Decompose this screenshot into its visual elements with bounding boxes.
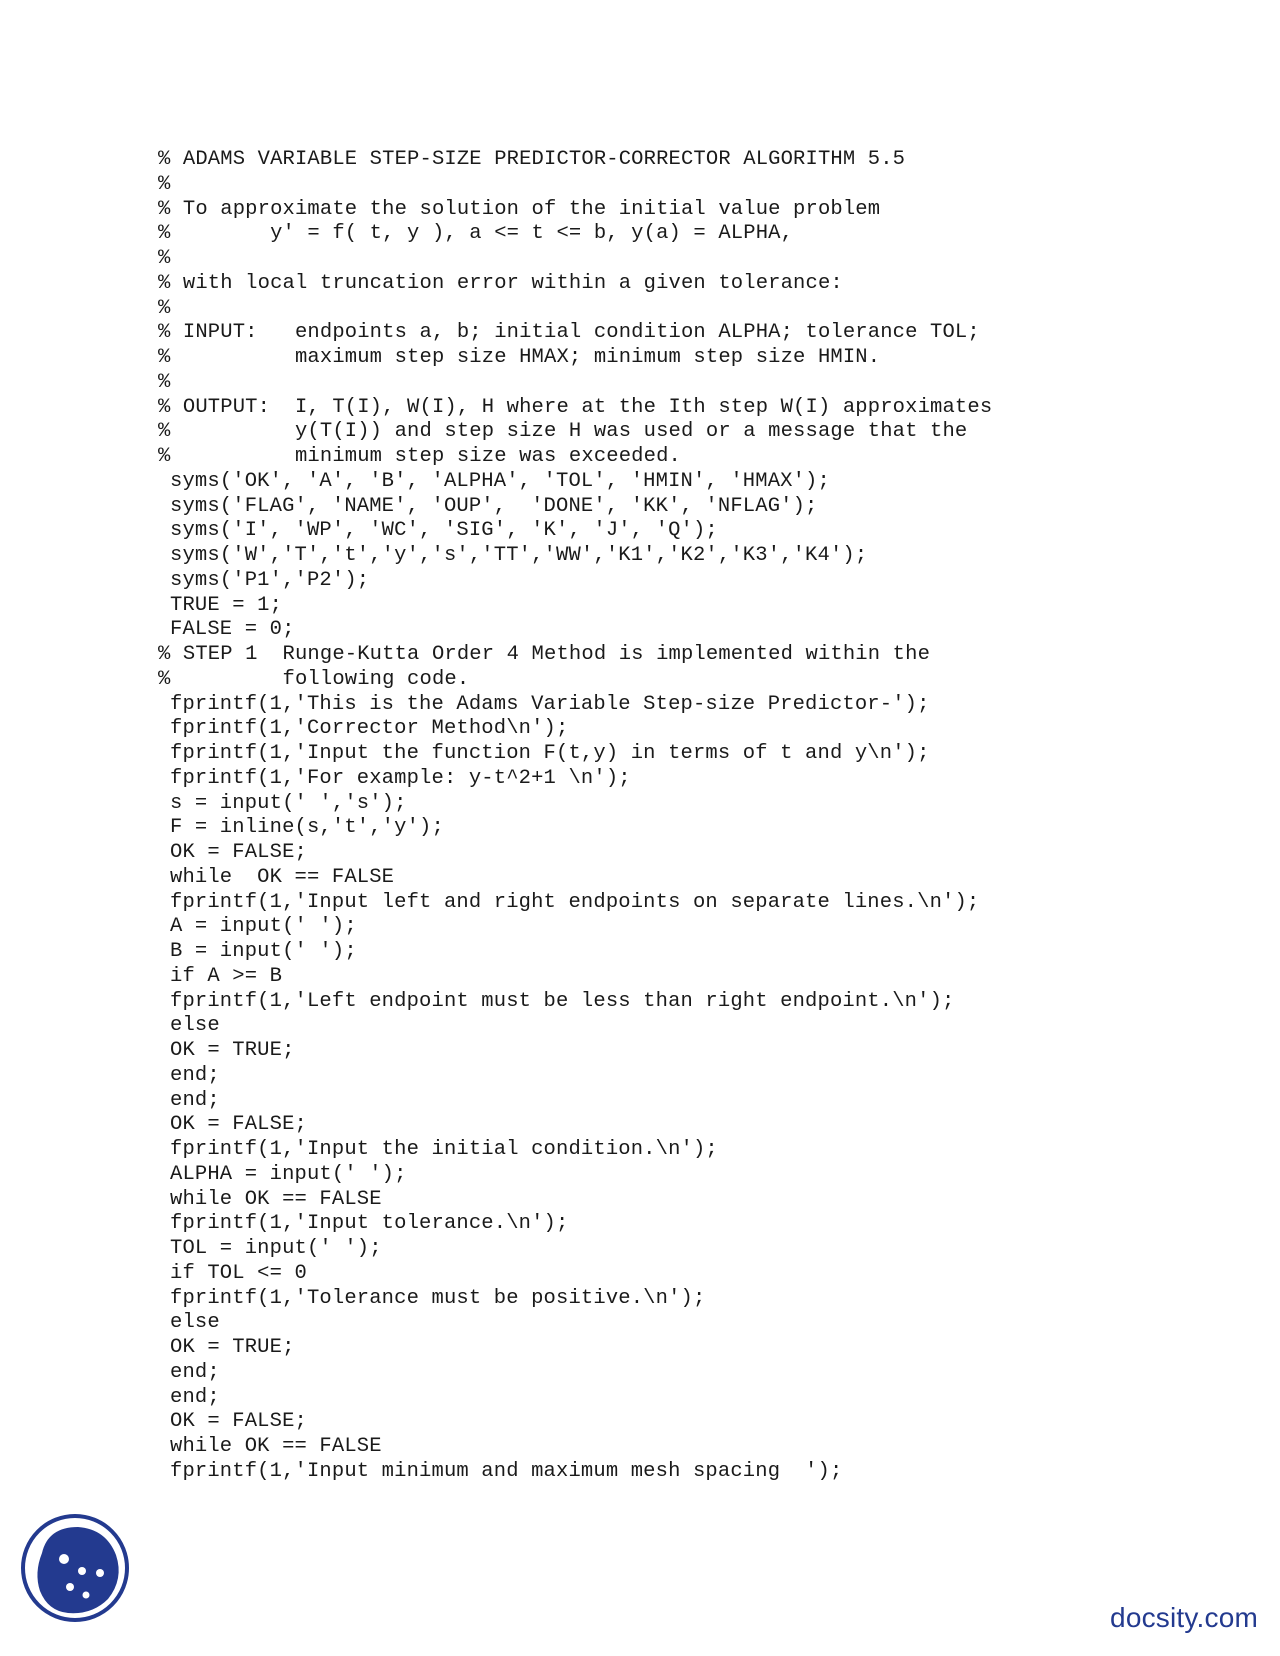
code-line — [0, 940, 1280, 965]
code-text: end; — [170, 1063, 220, 1087]
code-line — [0, 1064, 1280, 1089]
code-line — [0, 1138, 1280, 1163]
code-text: B = input(' '); — [170, 940, 357, 963]
code-line — [0, 866, 1280, 891]
code-line — [0, 742, 1280, 767]
code-text: syms('OK', 'A', 'B', 'ALPHA', 'TOL', 'HMIN', 'HMAX'); — [170, 469, 830, 493]
code-text: % — [158, 370, 171, 394]
code-text: % ADAMS VARIABLE STEP-SIZE PREDICTOR-CORRECTOR ALGORITHM 5.5 — [158, 148, 906, 171]
docsity-logo-icon[interactable] — [20, 1513, 130, 1623]
code-line — [0, 173, 1280, 198]
code-text: end; — [170, 1088, 220, 1112]
code-text: fprintf(1,'Input the initial condition.\n'); — [170, 1138, 718, 1161]
code-line — [0, 1212, 1280, 1237]
code-text: end; — [170, 1360, 220, 1384]
code-text: % — [158, 172, 171, 196]
code-line — [0, 1435, 1280, 1460]
code-line — [0, 1336, 1280, 1361]
code-line — [0, 1361, 1280, 1386]
code-line — [0, 272, 1280, 297]
code-text: % following code. — [158, 667, 470, 691]
code-line — [0, 792, 1280, 817]
code-text: OK = TRUE; — [170, 1336, 295, 1359]
code-text: syms('I', 'WP', 'WC', 'SIG', 'K', 'J', 'Q'); — [170, 519, 718, 543]
code-text: fprintf(1,'Input the function F(t,y) in terms of t and y\n'); — [170, 742, 930, 765]
code-line — [0, 1163, 1280, 1188]
code-text: % INPUT: endpoints a, b; initial condition ALPHA; tolerance TOL; — [158, 321, 980, 345]
code-text: while OK == FALSE — [170, 865, 395, 889]
code-text: while OK == FALSE — [170, 1435, 382, 1458]
code-line — [0, 693, 1280, 718]
code-line — [0, 1039, 1280, 1064]
code-text: % OUTPUT: I, T(I), W(I), H where at the Ith step W(I) approximates — [158, 395, 993, 419]
code-line — [0, 841, 1280, 866]
code-line — [0, 1386, 1280, 1411]
code-line — [0, 198, 1280, 223]
code-line — [0, 1014, 1280, 1039]
code-line — [0, 990, 1280, 1015]
code-line — [0, 247, 1280, 272]
code-text: fprintf(1,'This is the Adams Variable Step-size Predictor-'); — [170, 692, 930, 716]
code-text: fprintf(1,'Tolerance must be positive.\n'); — [170, 1286, 706, 1310]
code-line — [0, 346, 1280, 371]
code-line — [0, 1410, 1280, 1435]
code-line — [0, 1089, 1280, 1114]
code-text: % To approximate the solution of the initial value problem — [158, 197, 881, 221]
code-listing — [0, 148, 1280, 1485]
code-text: % y(T(I)) and step size H was used or a message that the — [158, 420, 968, 444]
code-line — [0, 915, 1280, 940]
code-line — [0, 1311, 1280, 1336]
code-text: while OK == FALSE — [170, 1187, 382, 1211]
code-text: % STEP 1 Runge-Kutta Order 4 Method is implemented within the — [158, 643, 931, 666]
code-line — [0, 668, 1280, 693]
code-text: ALPHA = input(' '); — [170, 1162, 407, 1186]
code-text: s = input(' ','s'); — [170, 791, 407, 815]
code-text: % y' = f( t, y ), a <= t <= b, y(a) = ALPHA, — [158, 222, 794, 246]
code-text: end; — [170, 1385, 220, 1409]
code-line — [0, 445, 1280, 470]
code-text: syms('P1','P2'); — [170, 568, 370, 592]
code-line — [0, 816, 1280, 841]
code-line — [0, 297, 1280, 322]
code-text: else — [170, 1311, 220, 1335]
code-line — [0, 643, 1280, 668]
code-text: if A >= B — [170, 964, 283, 988]
code-text: syms('FLAG', 'NAME', 'OUP', 'DONE', 'KK', 'NFLAG'); — [170, 494, 818, 518]
code-line — [0, 767, 1280, 792]
code-line — [0, 1237, 1280, 1262]
code-text: % — [158, 296, 171, 320]
code-line — [0, 1287, 1280, 1312]
code-text: TOL = input(' '); — [170, 1237, 382, 1260]
code-text: OK = FALSE; — [170, 841, 307, 864]
code-text: OK = FALSE; — [170, 1113, 307, 1137]
code-line — [0, 148, 1280, 173]
code-line — [0, 1460, 1280, 1485]
code-line — [0, 420, 1280, 445]
code-line — [0, 321, 1280, 346]
code-text: % maximum step size HMAX; minimum step size HMIN. — [158, 346, 881, 369]
code-line — [0, 495, 1280, 520]
code-line — [0, 891, 1280, 916]
code-line — [0, 544, 1280, 569]
code-line — [0, 396, 1280, 421]
code-line — [0, 717, 1280, 742]
code-text: fprintf(1,'Input left and right endpoints on separate lines.\n'); — [170, 890, 980, 914]
code-line — [0, 618, 1280, 643]
code-text: A = input(' '); — [170, 915, 357, 939]
code-text: F = inline(s,'t','y'); — [170, 816, 444, 840]
code-text: OK = TRUE; — [170, 1039, 295, 1062]
code-line — [0, 594, 1280, 619]
code-text: % — [158, 247, 171, 270]
code-text: FALSE = 0; — [170, 618, 295, 642]
code-line — [0, 371, 1280, 396]
code-line — [0, 1113, 1280, 1138]
code-line — [0, 1262, 1280, 1287]
code-line — [0, 965, 1280, 990]
code-line — [0, 519, 1280, 544]
code-text: TRUE = 1; — [170, 593, 283, 617]
code-text: else — [170, 1014, 220, 1038]
code-text: % minimum step size was exceeded. — [158, 445, 681, 468]
code-text: fprintf(1,'Input tolerance.\n'); — [170, 1212, 569, 1236]
docsity-brand-link[interactable]: docsity.com — [1110, 1602, 1258, 1633]
code-text: fprintf(1,'Left endpoint must be less than right endpoint.\n'); — [170, 989, 955, 1013]
code-text: fprintf(1,'For example: y-t^2+1 \n'); — [170, 766, 631, 790]
code-text: if TOL <= 0 — [170, 1261, 307, 1285]
code-text: fprintf(1,'Input minimum and maximum mesh spacing '); — [170, 1459, 843, 1483]
code-line — [0, 1188, 1280, 1213]
code-text: syms('W','T','t','y','s','TT','WW','K1','K2','K3','K4'); — [170, 544, 868, 567]
code-text: fprintf(1,'Corrector Method\n'); — [170, 717, 569, 741]
code-text: % with local truncation error within a given tolerance: — [158, 271, 843, 295]
code-line — [0, 470, 1280, 495]
code-line — [0, 569, 1280, 594]
code-line — [0, 222, 1280, 247]
code-text: OK = FALSE; — [170, 1410, 307, 1434]
